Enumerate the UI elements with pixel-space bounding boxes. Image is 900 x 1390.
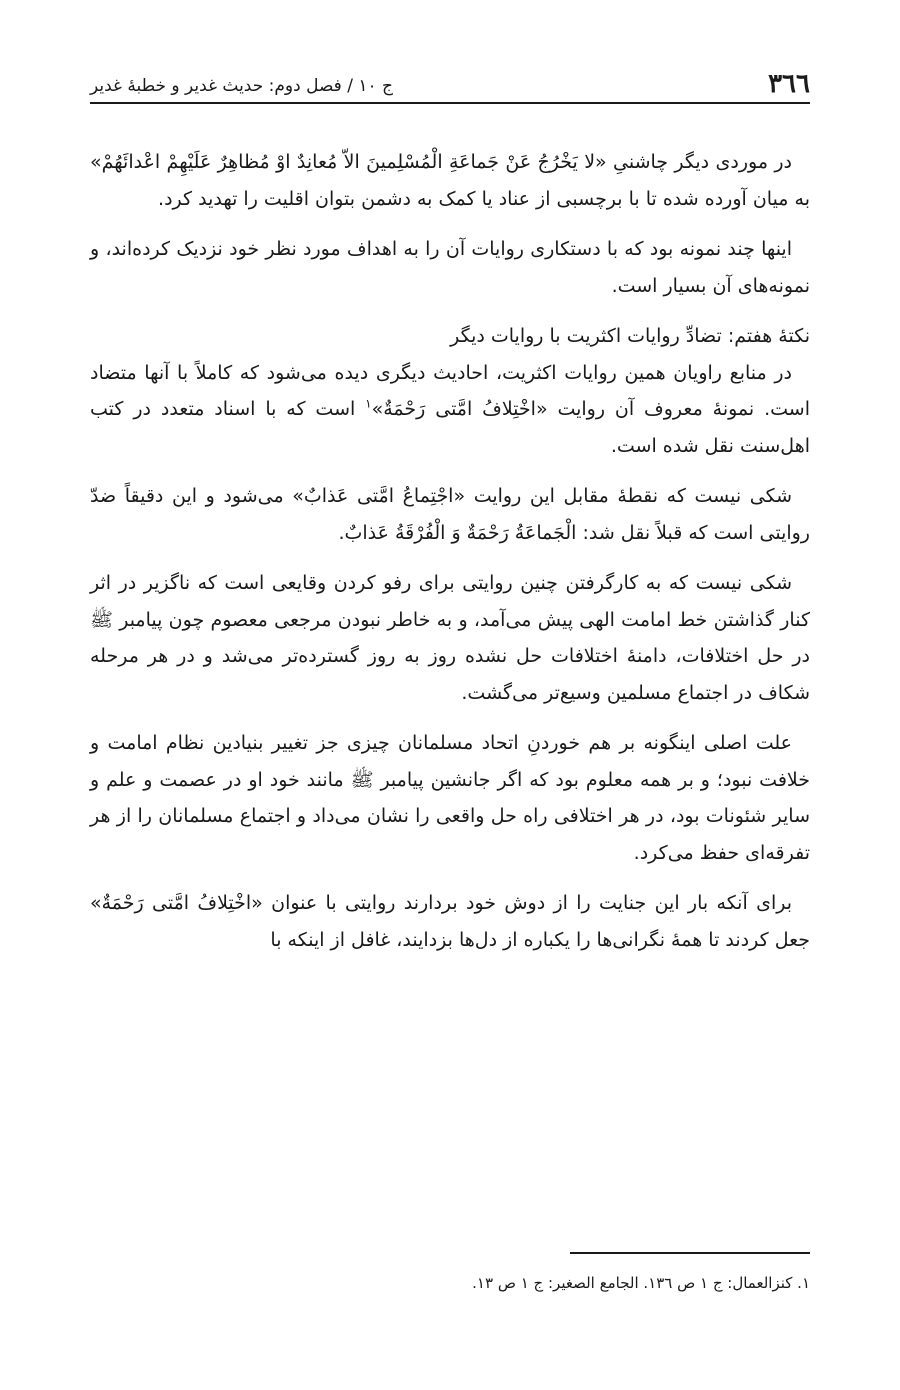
book-page bbox=[90, 60, 810, 1292]
page-header bbox=[90, 60, 810, 104]
footnote: ١. کنزالعمال: ج ١ ص ١٣٦. الجامع الصغير: ج ١ ص ١٣. bbox=[472, 1274, 810, 1292]
paragraph: علت اصلی اينگونه بر هم خوردنِ اتحاد مسلمانان چيزی جز تغيير بنيادين نظام امامت و خلافت نبود؛ و بر همه معلوم بود که اگر جانشين پيامبر ﷺ مانند خود او در عصمت و علم و ساير شئونات بود، در هر اختلافی راه حل واقعی را نشان می‌داد و اجتماع مسلمانان را از هر تفرقه‌ای حفظ می‌کرد. bbox=[90, 732, 810, 864]
paragraph: شکی نيست که نقطهٔ مقابل اين روايت «اجْتِماعُ امَّتی عَذابٌ» می‌شود و اين دقيقاً ضدّ روايتی است که قبلاً نقل شد: الْجَماعَةُ رَحْمَةٌ وَ الْفُرْقَةُ عَذابٌ. bbox=[90, 485, 810, 544]
paragraph-text: است که با اسناد متعدد در کتب اهل‌سنت نقل شده است. bbox=[90, 398, 810, 457]
paragraph: برای آنکه بار اين جنايت را از دوش خود بردارند روايتی با عنوان «اخْتِلافُ امَّتی رَحْمَةٌ» جعل کردند تا همهٔ نگرانی‌ها را يکباره از دل‌ها بزدايند، غافل از اينکه با bbox=[90, 892, 810, 951]
footnotes bbox=[90, 1270, 810, 1296]
footnote-reference[interactable]: ١ bbox=[365, 396, 372, 411]
section-heading: نکتهٔ هفتم: تضادِّ روايات اکثريت با روايات ديگر bbox=[450, 325, 810, 347]
page-body bbox=[90, 144, 810, 958]
footnote-divider bbox=[570, 1252, 810, 1254]
paragraph: اينها چند نمونه بود که با دستکاری روايات آن را به اهداف مورد نظر خود نزديک کرده‌اند، و نمونه‌های آن بسيار است. bbox=[90, 238, 810, 297]
page-number: ٣٦٦ bbox=[768, 69, 810, 99]
paragraph: شکی نيست که به کارگرفتن چنين روايتی برای رفو کردن وقايعی است که ناگزير در اثر کنار گذاشتن خط امامت الهی پيش می‌آمد، و به خاطر نبودن مرجعی معصوم چون پيامبر ﷺ در حل اختلافات، دامنهٔ اختلافات حل نشده روز به روز گسترده‌تر می‌شد و در هر مرحله شکاف در اجتماع مسلمين وسيع‌تر می‌گشت. bbox=[90, 572, 810, 704]
paragraph: در موردی ديگر چاشنیِ «لا يَخْرُجُ عَنْ جَماعَةِ الْمُسْلِمينَ الاّ مُعانِدٌ اوْ مُظاهِرٌ عَلَيْهِمْ اعْدائَهُمْ» به ميان آورده شده تا با برچسبی از عناد يا کمک به دشمن بتوان اقليت را تهديد کرد. bbox=[90, 151, 810, 210]
paragraph bbox=[90, 355, 810, 465]
running-title: ج ١٠ / فصل دوم: حديث غدير و خطبهٔ غدير bbox=[90, 76, 394, 96]
paragraph-text: در منابع راويان همين روايات اکثريت، احاديث ديگری ديده می‌شود که کاملاً با آنها متضاد است. نمونهٔ معروف آن روايت «اخْتِلافُ امَّتی رَحْمَةٌ» bbox=[90, 361, 810, 420]
